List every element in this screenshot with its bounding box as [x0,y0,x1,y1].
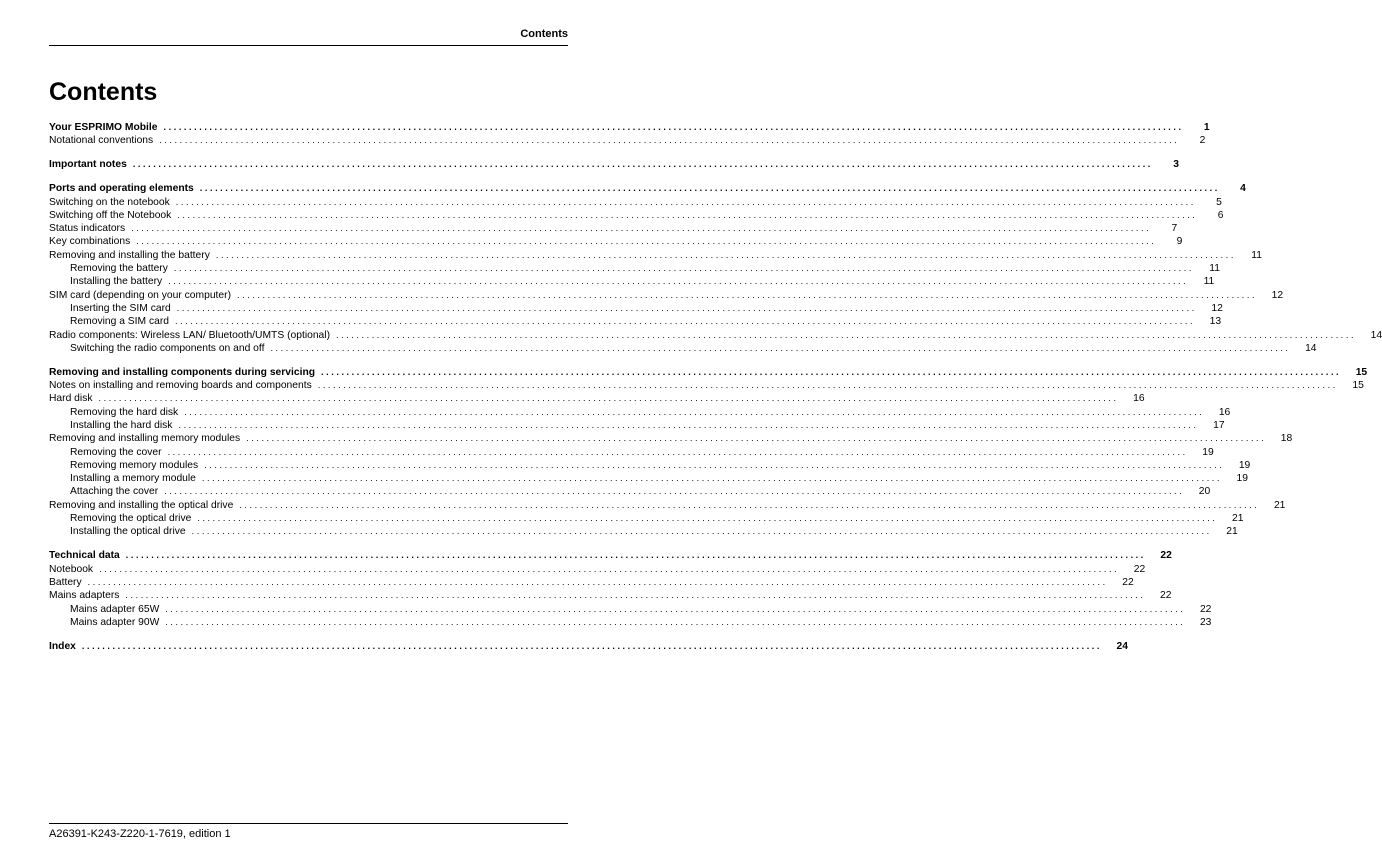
toc-entry[interactable] [49,459,1251,472]
toc-entry[interactable] [49,366,1368,379]
toc-entry[interactable] [49,315,1222,328]
toc-entry[interactable] [49,342,1317,355]
toc-entry-page: 20 [1198,486,1211,498]
footer-rule [49,823,568,824]
toc-entry-title: Inserting the SIM card [70,302,171,314]
toc-entry[interactable] [49,121,1210,134]
dot-leader: ........................................................................................................................................................................................................ [167,446,1188,457]
toc-entry-title: Removing and installing the battery [49,249,210,261]
toc-entry-title: Installing the optical drive [70,526,186,538]
dot-leader: ........................................................................................................................................................................................................ [178,420,1199,430]
toc-entry-page: 24 [1116,640,1129,652]
toc-entry[interactable] [49,616,1212,629]
dot-leader: ........................................................................................................................................................................................................ [165,603,1186,614]
toc-entry-page: 15 [1352,380,1364,392]
toc-entry[interactable] [49,235,1183,248]
toc-entry-title: Important notes [49,159,127,171]
toc-entry[interactable] [49,262,1220,275]
toc-entry-page: 11 [1203,276,1215,288]
toc-entry-page: 7 [1171,223,1178,235]
dot-leader: ........................................................................................................................................................................................................ [165,616,1186,627]
dot-leader: ........................................................................................................................................................................................................ [87,576,1108,587]
dot-leader: ........................................................................................................................................................................................................ [168,276,1189,287]
toc-entry-page: 13 [1209,316,1222,328]
toc-entry-title: Installing the hard disk [70,420,173,431]
toc-entry[interactable] [49,134,1206,147]
dot-leader: ........................................................................................................................................................................................................ [197,513,1218,524]
toc-entry-title: Technical data [49,550,120,562]
header-rule [49,45,568,46]
dot-leader: ........................................................................................................................................................................................................ [175,316,1196,327]
dot-leader: ........................................................................................................................................................................................................ [270,342,1291,353]
toc-entry-page: 4 [1240,183,1246,195]
toc-entry[interactable] [49,589,1172,602]
toc-entry[interactable] [49,512,1244,525]
toc-entry-page: 22 [1160,550,1172,562]
toc-entry-page: 18 [1280,433,1293,445]
toc-entry-page: 21 [1226,526,1238,538]
dot-leader: ........................................................................................................................................................................................................ [246,433,1267,444]
dot-leader: ........................................................................................................................................................................................................ [132,159,1153,170]
toc-entry-page: 22 [1122,576,1134,588]
toc-entry[interactable] [49,640,1129,653]
toc-entry[interactable] [49,249,1262,262]
toc-entry[interactable] [49,158,1179,171]
toc-entry[interactable] [49,302,1223,315]
toc-entry-page: 12 [1271,289,1284,301]
toc-entry-title: Mains adapter 65W [70,603,160,615]
dot-leader: ........................................................................................................................................................................................................ [99,563,1120,574]
dot-leader: ........................................................................................................................................................................................................ [184,406,1205,417]
toc-entry[interactable] [49,406,1231,419]
toc-entry-title: SIM card (depending on your computer) [49,289,232,301]
toc-entry-page: 22 [1199,603,1212,615]
toc-entry-page: 17 [1213,420,1225,431]
toc-entry-page: 14 [1305,342,1317,354]
toc-entry-page: 12 [1211,302,1223,314]
toc-entry-title: Installing a memory module [70,473,196,485]
toc-entry-title: Removing and installing components during servicing [49,366,316,378]
toc-entry-title: Ports and operating elements [49,183,194,195]
toc-entry-title: Battery [49,576,82,588]
toc-entry-page: 19 [1202,446,1214,458]
dot-leader: ........................................................................................................................................................................................................ [215,249,1236,260]
toc-entry-title: Hard disk [49,393,93,405]
toc-entry-title: Index [49,640,76,652]
toc-entry-title: Notebook [49,563,94,575]
toc-entry-title: Switching on the notebook [49,196,170,208]
toc-entry-title: Removing memory modules [70,459,199,471]
toc-entry-title: Removing and installing memory modules [49,433,241,445]
toc-entry[interactable] [49,485,1211,498]
header-title: Contents [520,28,568,40]
toc-entry[interactable] [49,329,1382,342]
toc-entry-title: Status indicators [49,223,126,235]
toc-entry-page: 19 [1236,473,1249,485]
toc-entry[interactable] [49,472,1249,485]
dot-leader: ........................................................................................................................................................................................................ [125,590,1146,601]
toc-entry-title: Removing the cover [70,446,162,458]
toc-entry-title: Key combinations [49,236,131,248]
dot-leader: ........................................................................................................................................................................................................ [237,289,1258,300]
toc-entry-title: Notes on installing and removing boards and components [49,380,312,392]
dot-leader: ........................................................................................................................................................................................................ [176,302,1197,313]
dot-leader: ........................................................................................................................................................................................................ [164,486,1185,497]
dot-leader: ........................................................................................................................................................................................................ [159,135,1180,146]
toc-entry[interactable] [49,196,1222,209]
toc-entry-page: 23 [1199,616,1212,628]
toc-entry-title: Removing a SIM card [70,316,170,328]
toc-entry[interactable] [49,289,1284,302]
toc-entry[interactable] [49,499,1286,512]
toc-entry-page: 21 [1273,499,1286,511]
toc-entry-page: 9 [1176,236,1183,248]
toc-entry-page: 5 [1216,196,1222,208]
dot-leader: ........................................................................................................................................................................................................ [201,473,1223,484]
toc-entry[interactable] [49,563,1146,576]
toc-entry-page: 1 [1203,122,1210,133]
dot-leader: ........................................................................................................................................................................................................ [177,209,1198,220]
toc-entry[interactable] [49,275,1215,288]
dot-leader: ........................................................................................................................................................................................................ [239,499,1260,510]
toc-entry-page: 22 [1160,590,1172,602]
toc-entry-page: 22 [1133,563,1146,575]
toc-entry-page: 19 [1238,459,1251,471]
toc-entry-title: Mains adapters [49,590,120,602]
toc-entry-title: Removing and installing the optical drive [49,499,234,511]
footer-text: A26391-K243-Z220-1-7619, edition 1 [49,828,231,840]
toc-entry[interactable] [49,432,1293,445]
toc-entry-title: Mains adapter 90W [70,616,160,628]
dot-leader: ........................................................................................................................................................................................................ [98,393,1119,404]
dot-leader: ........................................................................................................................................................................................................ [163,122,1184,132]
toc-entry-title: Switching the radio components on and off [70,342,265,354]
toc-entry-page: 14 [1370,329,1382,341]
toc-entry-title: Radio components: Wireless LAN/ Bluetooth/UMTS (optional) [49,329,330,341]
toc-entry-page: 11 [1209,263,1220,275]
toc-entry[interactable] [49,379,1364,392]
toc-entry-title: Attaching the cover [70,486,159,498]
toc-entry-page: 16 [1218,406,1231,418]
toc-entry-page: 6 [1217,209,1224,221]
toc-entry[interactable] [49,392,1145,405]
toc-entry-page: 11 [1251,249,1262,261]
toc-entry[interactable] [49,222,1178,235]
page-title: Contents [49,78,158,106]
toc-entry[interactable] [49,603,1212,616]
dot-leader: ........................................................................................................................................................................................................ [136,236,1157,247]
toc-entry-title: Installing the battery [70,276,163,288]
toc-entry[interactable] [49,209,1224,222]
dot-leader: ........................................................................................................................................................................................................ [131,223,1152,234]
toc-entry-page: 2 [1199,135,1206,147]
dot-leader: ........................................................................................................................................................................................................ [175,196,1196,207]
toc-entry[interactable] [49,419,1225,432]
toc-entry-title: Notational conventions [49,135,154,147]
toc-entry[interactable] [49,576,1134,589]
toc-entry-page: 21 [1231,513,1244,525]
dot-leader: ........................................................................................................................................................................................................ [336,329,1357,340]
toc-entry-page: 15 [1355,366,1368,378]
toc-entry-title: Removing the optical drive [70,513,192,525]
dot-leader: ........................................................................................................................................................................................................ [81,640,1103,651]
dot-leader: ........................................................................................................................................................................................................ [173,263,1194,274]
toc-entry[interactable] [49,446,1214,459]
toc-entry-title: Removing the hard disk [70,406,179,418]
dot-leader: ........................................................................................................................................................................................................ [199,183,1220,194]
dot-leader: ........................................................................................................................................................................................................ [321,366,1342,377]
dot-leader: ........................................................................................................................................................................................................ [191,526,1212,537]
toc-entry-page: 3 [1173,159,1179,171]
dot-leader: ........................................................................................................................................................................................................ [125,550,1146,561]
toc-entry[interactable] [49,549,1172,562]
dot-leader: ........................................................................................................................................................................................................ [204,459,1225,470]
table-of-contents [49,121,1382,653]
toc-entry[interactable] [49,525,1238,538]
toc-entry[interactable] [49,182,1246,195]
toc-entry-title: Your ESPRIMO Mobile [49,122,158,133]
dot-leader: ........................................................................................................................................................................................................ [317,380,1338,391]
toc-entry-title: Switching off the Notebook [49,209,172,221]
toc-entry-page: 16 [1133,393,1145,405]
toc-entry-title: Removing the battery [70,263,168,275]
